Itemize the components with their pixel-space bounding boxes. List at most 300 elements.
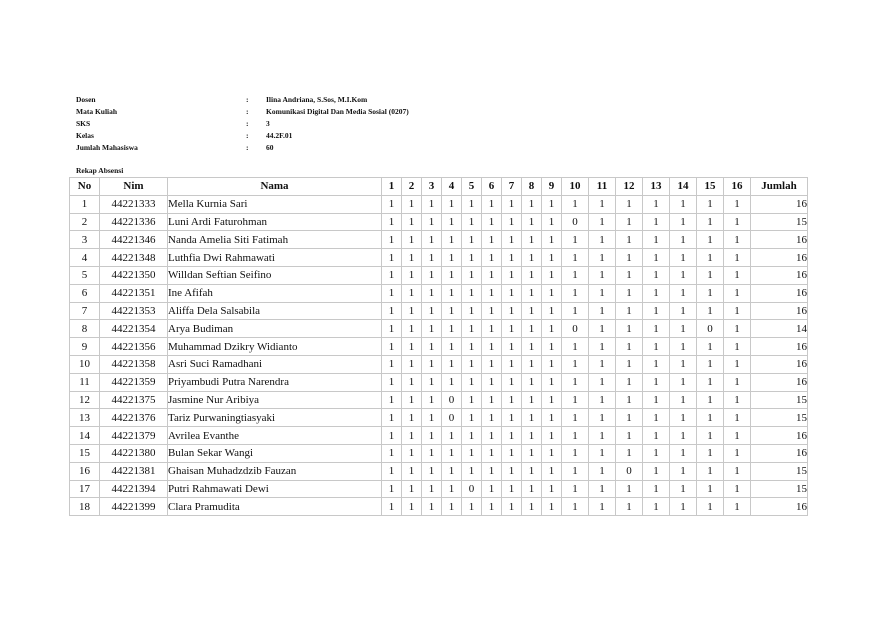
cell-jumlah: 16 [751,302,808,320]
cell-session: 1 [724,355,751,373]
cell-session: 1 [724,284,751,302]
cell-nama: Luni Ardi Faturohman [168,213,382,231]
cell-session: 1 [482,231,502,249]
column-header: 16 [724,178,751,196]
cell-session: 1 [442,498,462,516]
cell-session: 1 [589,266,616,284]
attendance-table [69,177,808,516]
cell-session: 1 [670,231,697,249]
cell-session: 1 [697,338,724,356]
cell-session: 1 [462,302,482,320]
cell-session: 1 [402,284,422,302]
cell-session: 1 [382,444,402,462]
course-info [76,94,409,154]
cell-nama: Tariz Purwaningtiasyaki [168,409,382,427]
cell-session: 1 [382,355,402,373]
cell-session: 1 [589,338,616,356]
cell-session: 1 [542,480,562,498]
cell-session: 1 [522,427,542,445]
info-label: SKS [76,119,91,128]
cell-session: 1 [382,302,402,320]
cell-session: 1 [482,338,502,356]
cell-no: 15 [70,444,100,462]
cell-session: 1 [542,391,562,409]
cell-jumlah: 15 [751,409,808,427]
cell-session: 1 [616,409,643,427]
table-row [70,480,808,498]
cell-session: 1 [382,266,402,284]
info-label: Dosen [76,95,96,104]
cell-session: 1 [522,462,542,480]
column-header: 1 [382,178,402,196]
cell-jumlah: 16 [751,373,808,391]
cell-session: 1 [382,427,402,445]
cell-session: 1 [589,231,616,249]
cell-session: 1 [422,355,442,373]
cell-session: 1 [589,391,616,409]
cell-nim: 44221375 [100,391,168,409]
cell-session: 1 [643,302,670,320]
cell-session: 1 [670,391,697,409]
cell-session: 1 [542,284,562,302]
table-row [70,266,808,284]
info-value: 3 [266,119,270,128]
cell-session: 1 [422,284,442,302]
cell-session: 1 [589,302,616,320]
cell-session: 1 [442,231,462,249]
cell-session: 1 [616,338,643,356]
table-row [70,462,808,480]
cell-session: 1 [542,249,562,267]
cell-session: 1 [382,249,402,267]
cell-session: 1 [670,302,697,320]
cell-session: 1 [562,355,589,373]
cell-session: 1 [542,302,562,320]
cell-nama: Jasmine Nur Aribiya [168,391,382,409]
cell-session: 1 [402,444,422,462]
cell-session: 1 [616,195,643,213]
cell-session: 1 [502,213,522,231]
cell-nim: 44221336 [100,213,168,231]
cell-session: 0 [442,409,462,427]
cell-session: 1 [422,427,442,445]
cell-session: 1 [522,409,542,427]
cell-no: 3 [70,231,100,249]
cell-session: 1 [697,284,724,302]
table-row [70,444,808,462]
cell-session: 1 [482,355,502,373]
cell-session: 1 [724,320,751,338]
cell-session: 1 [462,444,482,462]
info-row-dosen [76,94,409,106]
info-colon: : [246,143,249,152]
cell-nim: 44221379 [100,427,168,445]
cell-session: 1 [697,373,724,391]
cell-session: 1 [462,498,482,516]
cell-session: 1 [697,249,724,267]
cell-nama: Mella Kurnia Sari [168,195,382,213]
info-value: 44.2F.01 [266,131,293,140]
cell-session: 0 [562,320,589,338]
cell-no: 18 [70,498,100,516]
cell-session: 1 [482,284,502,302]
cell-session: 1 [502,231,522,249]
cell-session: 1 [643,249,670,267]
cell-session: 1 [562,409,589,427]
cell-session: 1 [522,391,542,409]
cell-session: 1 [589,462,616,480]
cell-session: 1 [402,462,422,480]
cell-session: 1 [616,249,643,267]
cell-session: 1 [670,249,697,267]
column-header: Nama [168,178,382,196]
cell-session: 1 [502,320,522,338]
cell-session: 1 [422,302,442,320]
cell-session: 1 [616,231,643,249]
cell-session: 1 [562,462,589,480]
cell-session: 1 [643,231,670,249]
cell-session: 1 [422,338,442,356]
cell-session: 1 [482,444,502,462]
cell-session: 1 [697,231,724,249]
cell-jumlah: 15 [751,391,808,409]
cell-session: 1 [522,302,542,320]
column-header: 10 [562,178,589,196]
cell-session: 1 [522,480,542,498]
table-row [70,338,808,356]
cell-session: 1 [422,213,442,231]
cell-nim: 44221348 [100,249,168,267]
cell-nim: 44221399 [100,498,168,516]
cell-session: 1 [502,444,522,462]
table-row [70,320,808,338]
cell-session: 1 [502,427,522,445]
cell-session: 1 [382,409,402,427]
cell-session: 1 [589,284,616,302]
cell-session: 1 [542,338,562,356]
cell-session: 1 [522,338,542,356]
cell-session: 1 [382,391,402,409]
table-row [70,231,808,249]
cell-session: 1 [482,480,502,498]
cell-session: 1 [589,320,616,338]
cell-nim: 44221350 [100,266,168,284]
cell-session: 1 [542,462,562,480]
table-row [70,498,808,516]
cell-no: 17 [70,480,100,498]
cell-session: 1 [697,480,724,498]
cell-session: 1 [589,427,616,445]
cell-session: 1 [697,266,724,284]
column-header: 2 [402,178,422,196]
cell-jumlah: 16 [751,444,808,462]
cell-session: 1 [562,444,589,462]
cell-session: 1 [422,444,442,462]
cell-session: 1 [562,231,589,249]
cell-session: 1 [482,302,502,320]
cell-session: 1 [442,266,462,284]
cell-session: 1 [442,355,462,373]
cell-session: 1 [482,373,502,391]
cell-session: 1 [643,444,670,462]
cell-session: 1 [697,355,724,373]
cell-session: 1 [562,195,589,213]
cell-session: 0 [442,391,462,409]
cell-session: 1 [724,195,751,213]
cell-session: 1 [670,444,697,462]
cell-session: 1 [422,249,442,267]
table-row [70,249,808,267]
cell-no: 13 [70,409,100,427]
cell-session: 1 [724,338,751,356]
info-label: Mata Kuliah [76,107,118,116]
cell-session: 1 [502,373,522,391]
cell-session: 1 [462,355,482,373]
cell-jumlah: 15 [751,462,808,480]
cell-session: 1 [442,480,462,498]
info-colon: : [246,95,249,104]
cell-session: 1 [562,373,589,391]
cell-session: 1 [562,284,589,302]
cell-session: 1 [522,231,542,249]
cell-session: 1 [542,320,562,338]
cell-session: 1 [616,213,643,231]
cell-session: 1 [562,480,589,498]
cell-session: 1 [643,195,670,213]
cell-session: 1 [542,266,562,284]
column-header: 13 [643,178,670,196]
cell-session: 1 [616,355,643,373]
cell-session: 1 [697,195,724,213]
cell-no: 2 [70,213,100,231]
cell-session: 1 [402,480,422,498]
cell-session: 1 [462,284,482,302]
cell-session: 1 [562,249,589,267]
cell-session: 1 [422,409,442,427]
cell-session: 1 [562,302,589,320]
section-title: Rekap Absensi [76,166,124,175]
cell-session: 1 [402,320,422,338]
cell-session: 1 [422,462,442,480]
cell-session: 1 [562,266,589,284]
cell-nama: Willdan Seftian Seifino [168,266,382,284]
cell-session: 1 [697,409,724,427]
cell-session: 1 [697,213,724,231]
cell-session: 1 [643,213,670,231]
cell-session: 1 [724,391,751,409]
cell-nama: Arya Budiman [168,320,382,338]
cell-session: 1 [589,373,616,391]
column-header: 9 [542,178,562,196]
column-header: 3 [422,178,442,196]
cell-no: 9 [70,338,100,356]
cell-session: 1 [643,427,670,445]
cell-jumlah: 16 [751,427,808,445]
table-row [70,302,808,320]
cell-session: 1 [442,338,462,356]
info-row-sks [76,118,409,130]
table-row [70,427,808,445]
cell-session: 1 [724,249,751,267]
cell-session: 1 [402,498,422,516]
column-header: 4 [442,178,462,196]
cell-session: 1 [643,409,670,427]
column-header: 6 [482,178,502,196]
column-header: 8 [522,178,542,196]
cell-session: 1 [616,320,643,338]
cell-session: 1 [724,427,751,445]
cell-session: 1 [502,338,522,356]
cell-session: 1 [562,391,589,409]
cell-nim: 44221394 [100,480,168,498]
cell-session: 1 [522,498,542,516]
cell-session: 1 [502,462,522,480]
cell-session: 1 [724,480,751,498]
cell-session: 1 [670,355,697,373]
cell-nim: 44221351 [100,284,168,302]
cell-session: 1 [589,249,616,267]
table-row [70,213,808,231]
cell-session: 1 [502,498,522,516]
column-header: 7 [502,178,522,196]
cell-session: 1 [422,266,442,284]
cell-session: 1 [522,355,542,373]
cell-nim: 44221356 [100,338,168,356]
cell-session: 1 [670,195,697,213]
cell-session: 1 [724,213,751,231]
cell-session: 1 [589,355,616,373]
cell-session: 1 [670,373,697,391]
cell-session: 1 [402,231,422,249]
cell-jumlah: 16 [751,231,808,249]
cell-no: 5 [70,266,100,284]
cell-nama: Bulan Sekar Wangi [168,444,382,462]
cell-session: 1 [542,444,562,462]
cell-session: 1 [616,498,643,516]
cell-session: 1 [616,284,643,302]
cell-nama: Clara Pramudita [168,498,382,516]
table-row [70,373,808,391]
cell-session: 1 [502,195,522,213]
cell-jumlah: 16 [751,266,808,284]
cell-no: 10 [70,355,100,373]
cell-no: 4 [70,249,100,267]
cell-session: 1 [542,373,562,391]
cell-session: 1 [522,444,542,462]
cell-session: 1 [402,427,422,445]
cell-no: 6 [70,284,100,302]
cell-session: 1 [482,266,502,284]
cell-nim: 44221346 [100,231,168,249]
cell-session: 0 [616,462,643,480]
column-header: 5 [462,178,482,196]
cell-session: 1 [724,231,751,249]
info-colon: : [246,131,249,140]
cell-session: 1 [643,355,670,373]
cell-nim: 44221380 [100,444,168,462]
cell-session: 1 [643,462,670,480]
cell-session: 1 [442,444,462,462]
cell-session: 1 [589,498,616,516]
cell-session: 1 [670,480,697,498]
cell-session: 1 [724,444,751,462]
cell-no: 8 [70,320,100,338]
cell-session: 1 [402,391,422,409]
cell-no: 16 [70,462,100,480]
info-row-kelas [76,130,409,142]
cell-session: 1 [522,373,542,391]
cell-session: 1 [502,302,522,320]
info-value: 60 [266,143,274,152]
cell-session: 1 [542,409,562,427]
cell-session: 0 [697,320,724,338]
cell-session: 1 [670,266,697,284]
cell-session: 1 [482,409,502,427]
cell-jumlah: 16 [751,249,808,267]
cell-session: 1 [522,320,542,338]
cell-session: 1 [462,409,482,427]
cell-session: 1 [522,213,542,231]
cell-session: 1 [562,338,589,356]
cell-session: 1 [589,409,616,427]
cell-session: 1 [562,498,589,516]
cell-jumlah: 16 [751,355,808,373]
cell-session: 1 [482,462,502,480]
cell-session: 1 [616,444,643,462]
table-row [70,391,808,409]
cell-session: 1 [382,373,402,391]
cell-nama: Luthfia Dwi Rahmawati [168,249,382,267]
cell-session: 1 [724,498,751,516]
info-label: Jumlah Mahasiswa [76,143,138,152]
cell-no: 7 [70,302,100,320]
cell-session: 1 [697,427,724,445]
cell-session: 1 [462,249,482,267]
cell-session: 1 [462,338,482,356]
cell-session: 1 [482,391,502,409]
cell-session: 1 [670,320,697,338]
cell-session: 1 [502,409,522,427]
cell-session: 1 [482,213,502,231]
cell-session: 1 [502,266,522,284]
cell-session: 1 [442,302,462,320]
cell-session: 1 [442,213,462,231]
column-header: 11 [589,178,616,196]
cell-session: 1 [462,320,482,338]
cell-session: 1 [589,444,616,462]
cell-session: 1 [616,391,643,409]
cell-jumlah: 16 [751,284,808,302]
cell-nama: Aliffa Dela Salsabila [168,302,382,320]
cell-session: 1 [482,320,502,338]
cell-session: 1 [724,409,751,427]
cell-session: 1 [724,302,751,320]
cell-nama: Priyambudi Putra Narendra [168,373,382,391]
cell-session: 1 [402,249,422,267]
cell-session: 1 [670,213,697,231]
cell-session: 1 [670,338,697,356]
cell-nama: Nanda Amelia Siti Fatimah [168,231,382,249]
cell-nim: 44221354 [100,320,168,338]
cell-session: 1 [462,462,482,480]
cell-session: 1 [502,284,522,302]
column-header: 12 [616,178,643,196]
cell-session: 1 [462,231,482,249]
cell-session: 1 [670,462,697,480]
cell-jumlah: 16 [751,195,808,213]
cell-session: 1 [442,249,462,267]
table-row [70,284,808,302]
